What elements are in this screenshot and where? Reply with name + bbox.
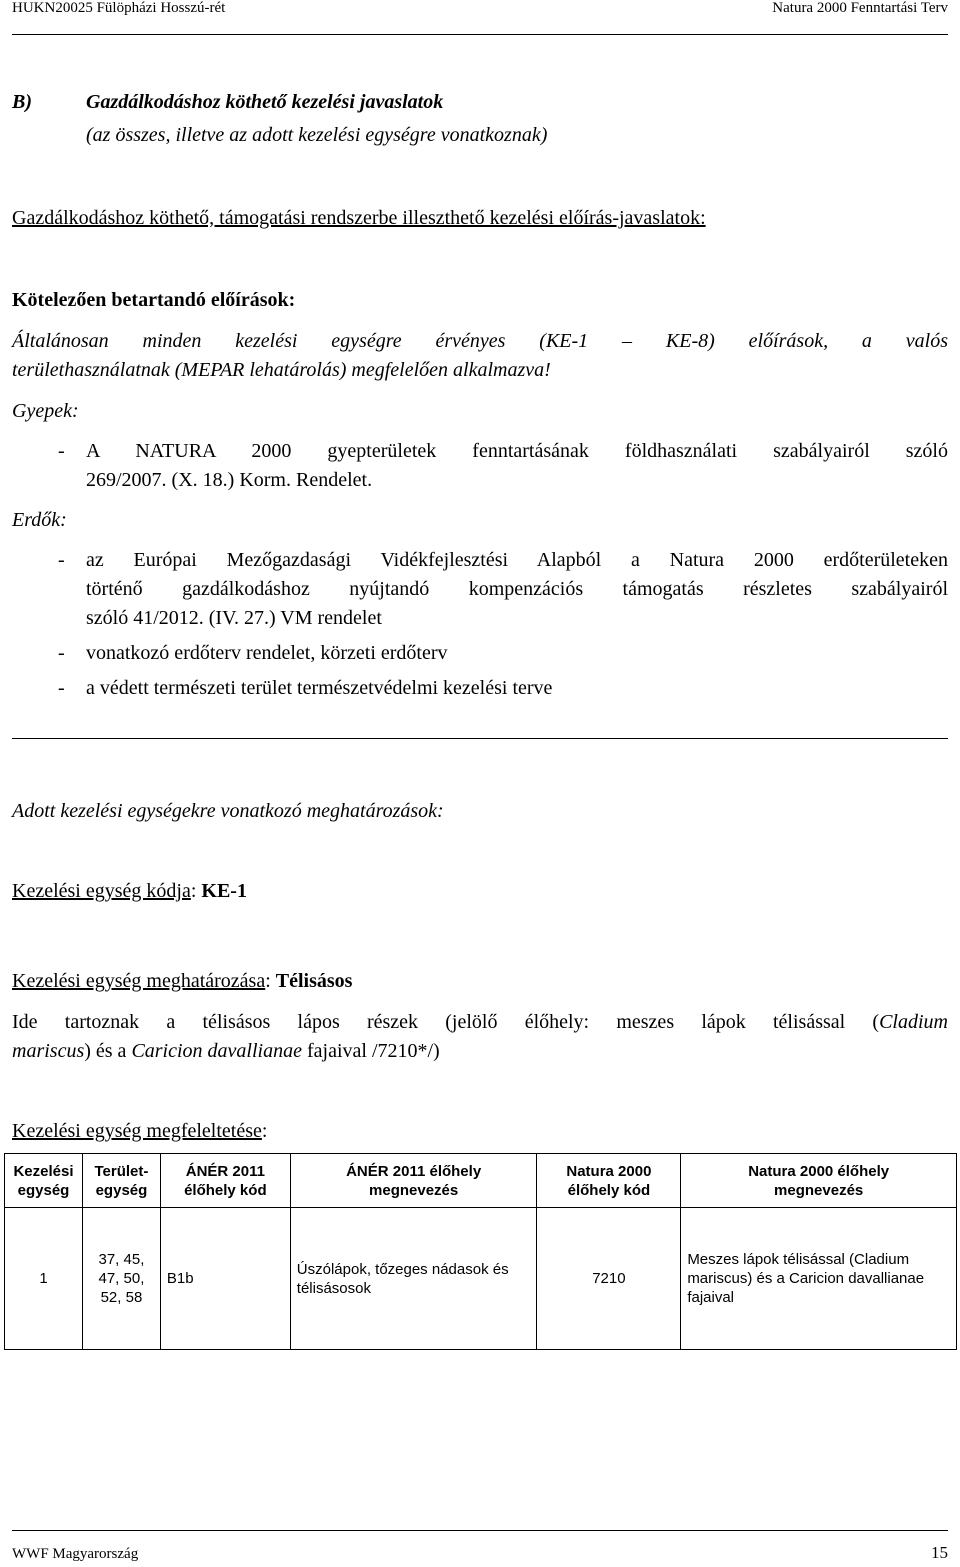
col-header-aner-code: ÁNÉR 2011 élőhely kód (160, 1154, 290, 1208)
description-p1-italic: Cladium (879, 1011, 948, 1033)
col-header-unit: Kezelési egység (5, 1154, 83, 1208)
section-divider (12, 738, 948, 739)
footer-rule (12, 1530, 948, 1531)
description-p2-italic2: Caricion davallianae (131, 1040, 302, 1062)
list-dash: - (58, 642, 65, 664)
cell-natura-name: Meszes lápok télisással (Cladium mariscus) és a Caricion davallianae fajaival (681, 1208, 957, 1350)
grasslands-item-line2: 269/2007. (X. 18.) Korm. Rendelet. (86, 469, 373, 491)
section-letter: B) (12, 91, 32, 113)
header-doc-title: Natura 2000 Fenntartási Terv (772, 0, 948, 16)
unit-definition (12, 967, 352, 996)
forests-list (0, 546, 960, 706)
footer-org: WWF Magyarország (12, 1546, 139, 1562)
unit-definition-label: Kezelési egység meghatározása (12, 970, 266, 992)
support-heading: Gazdálkodáshoz köthető, támogatási rendszerbe illeszthető kezelési előírás-javaslatok: (12, 207, 706, 229)
general-rule-line1: Általánosan minden kezelési egységre érvényes (KE-1 – KE-8) előírások, a valós (12, 330, 948, 352)
match-heading (12, 1117, 267, 1146)
table-row (5, 1208, 957, 1350)
table-header-row (5, 1154, 957, 1208)
unit-section-heading: Adott kezelési egységekre vonatkozó meghatározások: (12, 800, 444, 822)
section-subtitle: (az összes, illetve az adott kezelési egységre vonatkoznak) (86, 124, 548, 146)
grasslands-label: Gyepek: (12, 400, 79, 422)
forests-item1-line3: szóló 41/2012. (IV. 27.) VM rendelet (86, 607, 382, 629)
col-header-area: Terület- egység (82, 1154, 160, 1208)
description-line1 (12, 1008, 948, 1037)
match-heading-colon: : (261, 1120, 268, 1142)
forests-item1-line1: az Európai Mezőgazdasági Vidékfejlesztési Alapból a Natura 2000 erdőterületeken (86, 549, 948, 571)
list-dash: - (58, 440, 65, 462)
unit-definition-colon: : (265, 970, 271, 992)
cell-unit: 1 (5, 1208, 83, 1350)
col-header-natura-name: Natura 2000 élőhely megnevezés (681, 1154, 957, 1208)
cell-natura-code: 7210 (537, 1208, 681, 1350)
list-dash: - (58, 677, 65, 699)
description-p1: Ide tartoznak a télisásos lápos részek (jelölő élőhely: meszes lápok télisással ( (12, 1011, 880, 1033)
description-p2-italic: mariscus (12, 1040, 85, 1062)
cell-aner-name: Úszólápok, tőzeges nádasok és télisásosok (290, 1208, 537, 1350)
mandatory-heading: Kötelezően betartandó előírások: (12, 289, 296, 311)
section-title: Gazdálkodáshoz köthető kezelési javaslatok (86, 91, 444, 113)
unit-code-value: KE-1 (201, 880, 247, 902)
cell-area: 37, 45, 47, 50, 52, 58 (82, 1208, 160, 1350)
description-line2 (12, 1037, 440, 1066)
header-doc-id: HUKN20025 Fülöpházi Hosszú-rét (12, 0, 226, 16)
unit-code-colon: : (190, 880, 197, 902)
unit-code-label: Kezelési egység kódja (12, 880, 191, 902)
general-rule-line2: területhasználatnak (MEPAR lehatárolás) megfelelően alkalmazva! (12, 359, 551, 381)
unit-definition-value: Télisásos (275, 970, 353, 992)
forests-item3: a védett természeti terület természetvédelmi kezelési terve (86, 677, 553, 699)
grasslands-item-line1: A NATURA 2000 gyepterületek fenntartásának földhasználati szabályairól szóló (86, 440, 948, 462)
cell-aner-code: B1b (160, 1208, 290, 1350)
description-p2-end: fajaival /7210*/) (301, 1040, 440, 1062)
forests-item1-line2: történő gazdálkodáshoz nyújtandó kompenzációs támogatás részletes szabályairól (86, 578, 948, 600)
unit-code (12, 877, 247, 906)
col-header-natura-code: Natura 2000 élőhely kód (537, 1154, 681, 1208)
list-dash: - (58, 549, 65, 571)
col-header-aner-name: ÁNÉR 2011 élőhely megnevezés (290, 1154, 537, 1208)
description-p2: ) és a (84, 1040, 132, 1062)
grasslands-item (0, 437, 960, 497)
unit-match-table (4, 1153, 957, 1350)
forests-label: Erdők: (12, 509, 67, 531)
page-number: 15 (931, 1543, 948, 1562)
forests-item2: vonatkozó erdőterv rendelet, körzeti erdőterv (86, 642, 448, 664)
match-heading-label: Kezelési egység megfeleltetése (12, 1120, 262, 1142)
header-rule (12, 34, 948, 35)
